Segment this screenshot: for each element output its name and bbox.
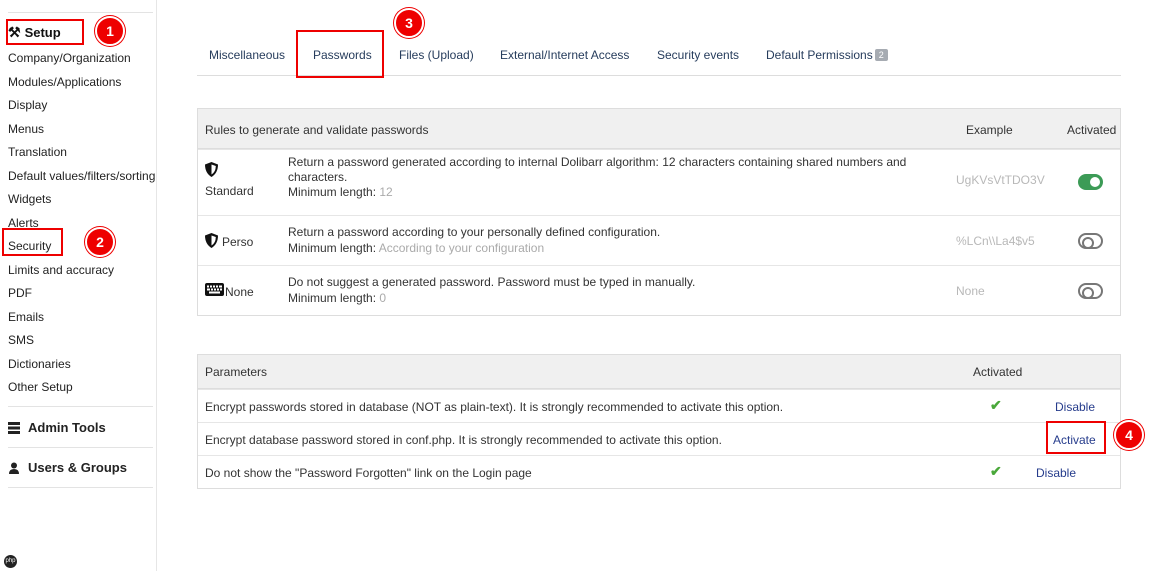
sidebar-item-default-values[interactable]: Default values/filters/sorting	[8, 168, 156, 183]
divider	[8, 12, 153, 13]
table-row	[198, 422, 1120, 455]
activate-link[interactable]: Activate	[1053, 433, 1096, 447]
sidebar-users-groups[interactable]	[8, 460, 127, 475]
highlight-passwords-tab	[296, 30, 384, 78]
annotation-2: 2	[85, 227, 115, 257]
tab-files-upload[interactable]: Files (Upload)	[399, 48, 474, 62]
min-length	[288, 241, 544, 255]
left-sidebar	[0, 0, 157, 571]
sidebar-item-security[interactable]: Security	[8, 239, 52, 253]
example-value: UgKVsVtTDO3V	[956, 173, 1045, 187]
table-row	[198, 149, 1120, 215]
min-length-label: Minimum length:	[288, 185, 377, 199]
divider	[8, 406, 153, 407]
min-length	[288, 185, 393, 199]
highlight-security	[2, 228, 63, 256]
disable-link[interactable]: Disable	[1036, 466, 1077, 480]
min-length-value: 12	[379, 185, 393, 199]
tab-passwords[interactable]: Passwords	[313, 48, 372, 62]
php-icon: php	[4, 555, 17, 568]
sidebar-item-emails[interactable]: Emails	[8, 309, 45, 324]
sidebar-item-sms[interactable]: SMS	[8, 333, 35, 347]
divider	[8, 487, 153, 488]
tab-default-permissions-label: Default Permissions	[766, 48, 873, 62]
min-length-value: According to your configuration	[378, 241, 545, 255]
rule-description-cont: characters.	[288, 170, 348, 184]
sidebar-item-modules[interactable]: Modules/Applications	[8, 74, 122, 89]
example-value: %LCn\\La4$v5	[956, 234, 1035, 248]
keyboard-icon	[205, 283, 224, 299]
annotation-1: 1	[95, 16, 125, 46]
param-label: Encrypt passwords stored in database (NOT as plain-text). It is strongly recommended to activate this option.	[205, 400, 784, 414]
min-length-label: Minimum length:	[288, 291, 377, 305]
rule-name: Perso	[222, 235, 254, 249]
tools-icon: ⚒	[8, 24, 21, 40]
sidebar-setup-label: Setup	[24, 25, 61, 40]
highlight-setup	[6, 19, 84, 45]
param-label: Do not show the "Password Forgotten" link on the Login page	[205, 466, 532, 480]
table-row	[198, 215, 1120, 265]
user-icon	[8, 462, 20, 474]
shield-half-icon	[205, 233, 218, 251]
tab-security-events[interactable]: Security events	[657, 48, 740, 62]
sidebar-admin-tools[interactable]	[8, 420, 106, 435]
sidebar-item-widgets[interactable]: Widgets	[8, 192, 52, 206]
header-activated: Activated	[973, 365, 1023, 379]
header-parameters: Parameters	[205, 365, 268, 379]
check-icon: ✔	[990, 397, 1002, 413]
toggle-off[interactable]	[1078, 233, 1103, 249]
table-row	[198, 389, 1120, 422]
min-length-label: Minimum length:	[288, 241, 377, 255]
tab-external-access[interactable]: External/Internet Access	[500, 48, 630, 62]
sidebar-item-translation[interactable]: Translation	[8, 145, 67, 159]
sidebar-item-display[interactable]: Display	[8, 98, 48, 112]
sidebar-item-pdf[interactable]: PDF	[8, 286, 32, 300]
min-length	[288, 291, 386, 305]
sidebar-admin-tools-label: Admin Tools	[28, 420, 106, 435]
rule-description: Do not suggest a generated password. Password must be typed in manually.	[288, 275, 696, 289]
rule-description: Return a password according to your personally defined configuration.	[288, 225, 661, 239]
sidebar-item-company[interactable]: Company/Organization	[8, 51, 131, 65]
table-row	[198, 265, 1120, 315]
check-icon: ✔	[990, 463, 1002, 479]
example-value: None	[956, 284, 985, 298]
sidebar-item-alerts[interactable]: Alerts	[8, 215, 39, 230]
param-label: Encrypt database password stored in conf.php. It is strongly recommended to activate this option.	[205, 433, 722, 447]
sidebar-menu	[8, 50, 155, 403]
rule-description: Return a password generated according to internal Dolibarr algorithm: 12 characters containing shared numbers and	[288, 155, 907, 169]
shield-half-icon	[205, 162, 218, 180]
tab-default-permissions[interactable]	[766, 48, 888, 62]
table-header	[198, 355, 1120, 389]
toggle-off[interactable]	[1078, 283, 1103, 299]
toggle-on[interactable]	[1078, 174, 1103, 190]
table-row	[198, 455, 1120, 488]
tab-miscellaneous[interactable]: Miscellaneous	[209, 48, 286, 62]
highlight-activate	[1046, 421, 1106, 454]
header-example: Example	[966, 123, 1013, 137]
sidebar-users-groups-label: Users & Groups	[28, 460, 127, 475]
sidebar-item-menus[interactable]: Menus	[8, 121, 45, 136]
rule-name: Standard	[205, 184, 254, 198]
header-rules: Rules to generate and validate passwords	[205, 123, 429, 137]
annotation-4: 4	[1114, 420, 1144, 450]
server-icon	[8, 422, 20, 434]
password-parameters-table	[197, 354, 1121, 489]
table-header	[198, 109, 1120, 149]
header-activated: Activated	[1067, 123, 1117, 137]
sidebar-item-other-setup[interactable]: Other Setup	[8, 380, 73, 394]
rule-name: None	[225, 285, 254, 299]
divider	[8, 447, 153, 448]
sidebar-item-limits[interactable]: Limits and accuracy	[8, 262, 115, 277]
password-rules-table	[197, 108, 1121, 316]
disable-link[interactable]: Disable	[1055, 400, 1096, 414]
annotation-3: 3	[394, 8, 424, 38]
count-badge: 2	[875, 49, 888, 61]
sidebar-item-dictionaries[interactable]: Dictionaries	[8, 356, 71, 371]
min-length-value: 0	[379, 291, 387, 305]
